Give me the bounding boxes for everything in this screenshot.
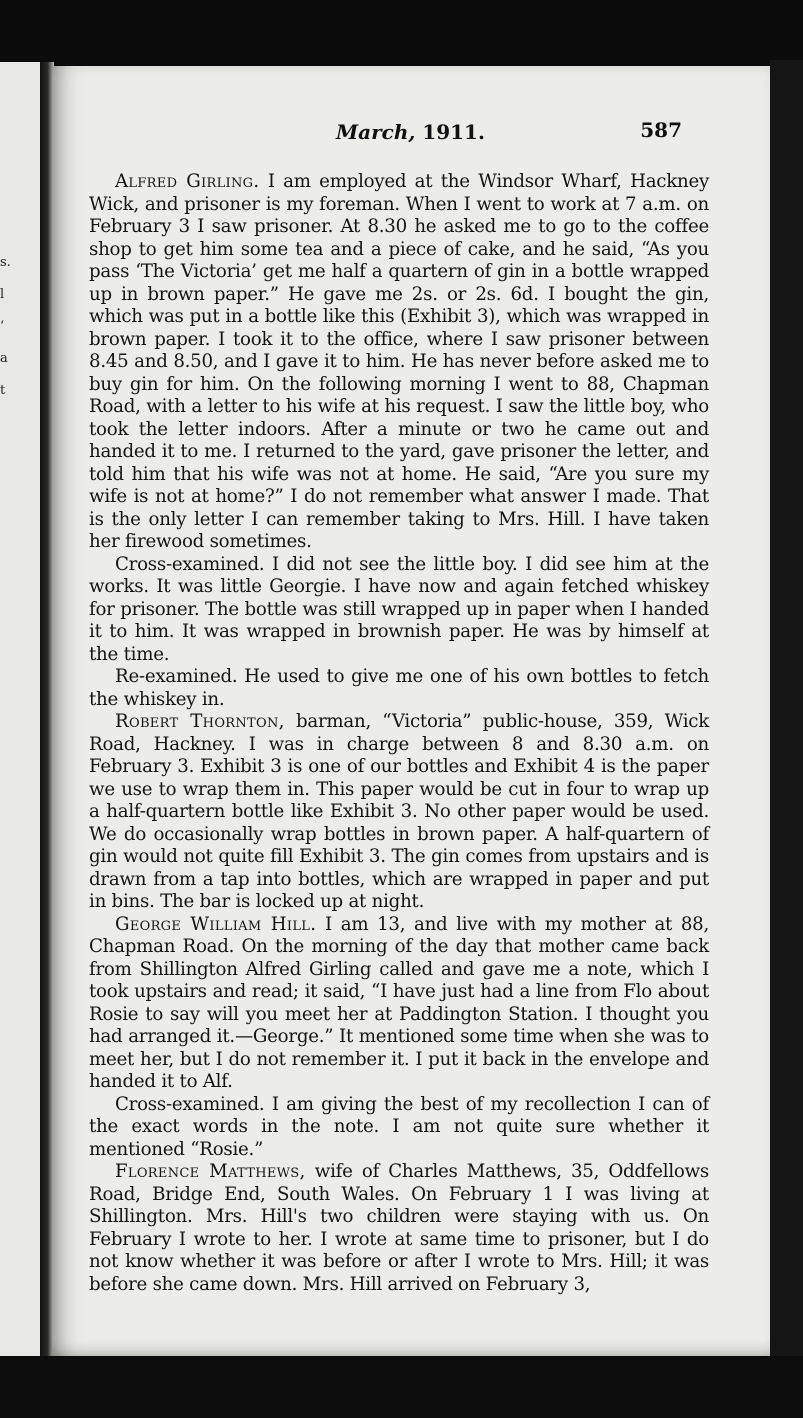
- paragraph: [89, 171, 709, 554]
- paragraph: [89, 666, 709, 711]
- paragraph: [89, 1161, 709, 1296]
- speaker-name: Alfred Girling.: [115, 171, 260, 192]
- scan-border-bottom: [0, 1356, 803, 1418]
- paragraph: [89, 914, 709, 1094]
- running-head-month: March,: [336, 120, 416, 144]
- facing-page-mark: s.: [0, 255, 11, 270]
- paragraph-text: wife of Charles Matthews, 35, Oddfellows Road, Bridge End, South Wales. On February 1 I was living at Shillington. Mrs. Hill's two children were staying with us. On February I wrote to her. I wrote at same time to prisoner, but I do not know whether it was before or after I wrote to Mrs. Hill; it was before she came down. Mrs. Hill arrived on February 3,: [89, 1161, 709, 1295]
- speaker-name: Florence Matthews,: [115, 1161, 306, 1182]
- page-body: [89, 171, 709, 1296]
- running-head-year: 1911.: [415, 120, 485, 144]
- paragraph-text: I am employed at the Windsor Wharf, Hackney Wick, and prisoner is my foreman. When I went to work at 7 a.m. on February 3 I saw prisoner. At 8.30 he asked me to go to the coffee shop to get him some tea and a piece of cake, and he said, “As you pass ‘The Victoria’ get me half a quartern of gin in a bottle wrapped up in brown paper.” He gave me 2s. or 2s. 6d. I bought the gin, which was put in a bottle like this (Exhibit 3), which was wrapped in brown paper. I took it to the office, where I saw prisoner between 8.45 and 8.50, and I gave it to him. He has never before asked me to buy gin for him. On the following morning I went to 88, Chapman Road, with a letter to his wife at his request. I saw the little boy, who took the letter indoors. After a minute or two he came out and handed it to me. I returned to the yard, gave prisoner the letter, and told him that his wife was not at home. He said, “Are you sure my wife is not at home?” I do not remember what answer I made. That is the only letter I can remember taking to Mrs. Hill. I have taken her firewood sometimes.: [89, 171, 710, 552]
- paragraph-text: Cross-examined. I am giving the best of my recollection I can of the exact words in the note. I am not quite sure whether it mentioned “Rosie.”: [89, 1093, 709, 1160]
- facing-page-mark: ‘: [0, 319, 5, 334]
- facing-page-mark: a: [0, 351, 8, 366]
- paragraph: [89, 554, 709, 667]
- paragraph-text: Cross-examined. I did not see the little boy. I did see him at the works. It was little Georgie. I have now and again fetched whiskey for prisoner. The bottle was still wrapped up in paper when I handed it to him. It was wrapped in brownish paper. He was by himself at the time.: [89, 553, 709, 665]
- page-header: [52, 120, 770, 146]
- scan-border-right: [770, 60, 803, 1360]
- speaker-name: Robert Thornton,: [115, 711, 285, 732]
- facing-page-mark: t: [0, 383, 6, 398]
- facing-page-marks: [0, 247, 12, 407]
- running-head: [336, 120, 485, 144]
- paragraph-text: I am 13, and live with my mother at 88, Chapman Road. On the morning of the day that mother came back from Shillington Alfred Girling called and gave me a note, which I took upstairs and read; it said, “I have just had a line from Flo about Rosie to say will you meet her at Paddington Station. I thought you had arranged it.—George.” It mentioned some time when she was to meet her, but I do not remember it. I put it back in the envelope and handed it to Alf.: [89, 913, 710, 1092]
- paragraph-text: Re-examined. He used to give me one of his own bottles to fetch the whiskey in.: [89, 666, 709, 710]
- paragraph-text: barman, “Victoria” public-house, 359, Wick Road, Hackney. I was in charge between 8 and 8.30 a.m. on February 3. Exhibit 3 is one of our bottles and Exhibit 4 is the paper we use to wrap them in. This paper would be cut in four to wrap up a half-quartern bottle like Exhibit 3. No other paper would be used. We do occasionally wrap bottles in brown paper. A half-quartern of gin would not quite fill Exhibit 3. The gin comes from upstairs and is drawn from a tap into bottles, which are wrapped in paper and put in bins. The bar is locked up at night.: [89, 711, 709, 912]
- facing-page-mark: l: [0, 287, 5, 302]
- book-page: [52, 66, 770, 1356]
- speaker-name: George William Hill.: [115, 913, 317, 935]
- page-number: 587: [640, 118, 682, 142]
- paragraph: [89, 711, 709, 914]
- paragraph: [89, 1094, 709, 1162]
